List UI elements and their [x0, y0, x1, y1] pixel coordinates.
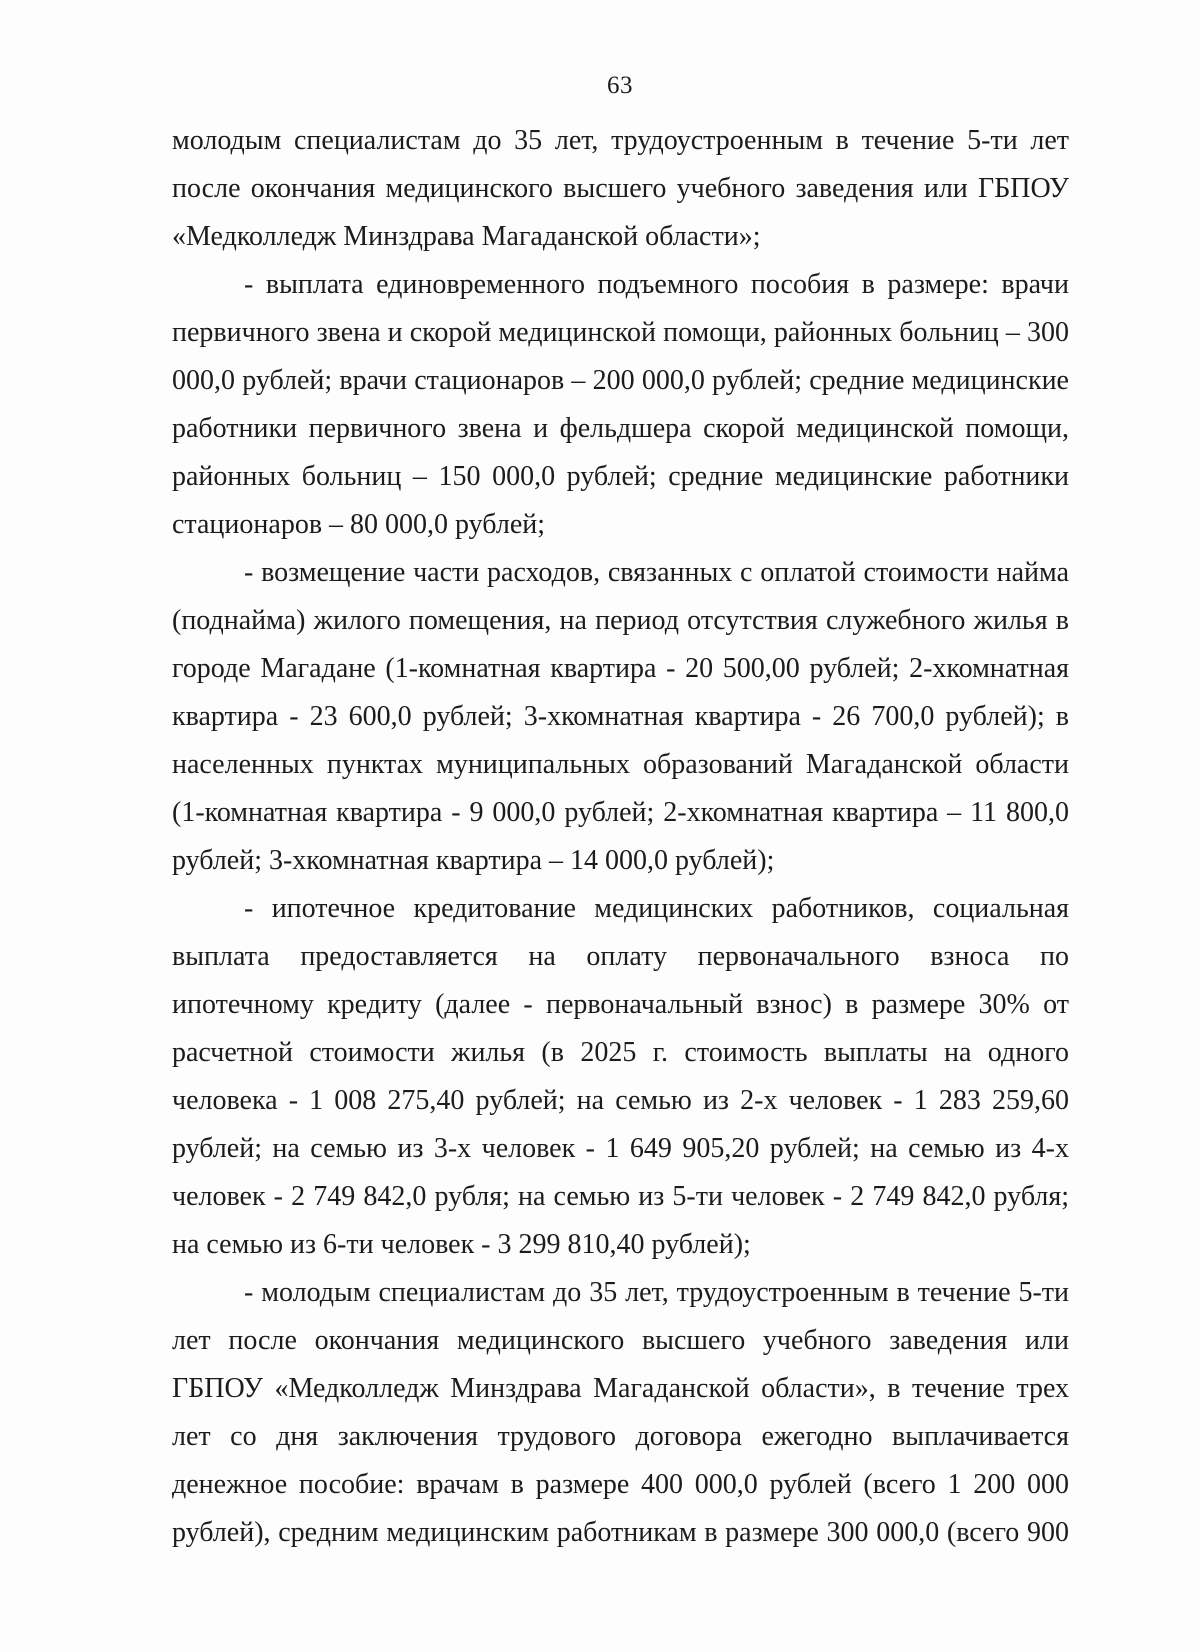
text-line: ГБПОУ «Медколледж Минздрава Магаданской области», в течение трех	[172, 1373, 1069, 1404]
text-line: - молодым специалистам до 35 лет, трудоустроенным в течение 5-ти	[244, 1277, 1069, 1308]
text-line: лет после окончания медицинского высшего учебного заведения или	[172, 1325, 1069, 1356]
text-line: рублей), средним медицинским работникам в размере 300 000,0 (всего 900	[172, 1517, 1069, 1548]
paragraph	[172, 549, 1069, 885]
page-number: 63	[607, 72, 633, 99]
text-line: после окончания медицинского высшего учебного заведения или ГБПОУ	[172, 173, 1069, 204]
text-line: рублей; на семью из 3-х человек - 1 649 905,20 рублей; на семью из 4-х	[172, 1133, 1069, 1164]
paragraph	[172, 885, 1069, 1269]
text-line: лет со дня заключения трудового договора ежегодно выплачивается	[172, 1421, 1069, 1452]
paragraph	[172, 1269, 1069, 1557]
text-line: на семью из 6-ти человек - 3 299 810,40 рублей);	[172, 1229, 751, 1260]
text-line: населенных пунктах муниципальных образований Магаданской области	[172, 749, 1069, 780]
text-line: работники первичного звена и фельдшера скорой медицинской помощи,	[172, 413, 1069, 444]
paragraph	[172, 261, 1069, 549]
text-line: городе Магадане (1-комнатная квартира - 20 500,00 рублей; 2-хкомнатная	[172, 653, 1069, 684]
text-line: человек - 2 749 842,0 рубля; на семью из 5-ти человек - 2 749 842,0 рубля;	[172, 1181, 1069, 1212]
text-line: (1-комнатная квартира - 9 000,0 рублей; 2-хкомнатная квартира – 11 800,0	[172, 797, 1069, 828]
text-line: «Медколледж Минздрава Магаданской области»;	[172, 221, 761, 252]
text-line: стационаров – 80 000,0 рублей;	[172, 509, 546, 540]
text-line: первичного звена и скорой медицинской помощи, районных больниц – 300	[172, 317, 1069, 348]
text-line: 000,0 рублей; врачи стационаров – 200 000,0 рублей; средние медицинские	[172, 365, 1069, 396]
paragraph	[172, 117, 1069, 261]
text-line: - выплата единовременного подъемного пособия в размере: врачи	[244, 269, 1069, 300]
text-line: расчетной стоимости жилья (в 2025 г. стоимость выплаты на одного	[172, 1037, 1069, 1068]
text-line: районных больниц – 150 000,0 рублей; средние медицинские работники	[172, 461, 1069, 492]
text-line: - возмещение части расходов, связанных с оплатой стоимости найма	[244, 557, 1069, 588]
body-text	[172, 117, 1069, 1557]
text-line: - ипотечное кредитование медицинских работников, социальная	[244, 893, 1069, 924]
text-line: квартира - 23 600,0 рублей; 3-хкомнатная квартира - 26 700,0 рублей); в	[172, 701, 1069, 732]
text-line: ипотечному кредиту (далее - первоначальный взнос) в размере 30% от	[172, 989, 1069, 1020]
text-line: человека - 1 008 275,40 рублей; на семью из 2-х человек - 1 283 259,60	[172, 1085, 1069, 1116]
text-line: (поднайма) жилого помещения, на период отсутствия служебного жилья в	[172, 605, 1069, 636]
text-line: денежное пособие: врачам в размере 400 000,0 рублей (всего 1 200 000	[172, 1469, 1069, 1500]
text-line: выплата предоставляется на оплату первоначального взноса по	[172, 941, 1069, 972]
text-line: молодым специалистам до 35 лет, трудоустроенным в течение 5-ти лет	[172, 125, 1069, 156]
text-line: рублей; 3-хкомнатная квартира – 14 000,0 рублей);	[172, 845, 775, 876]
